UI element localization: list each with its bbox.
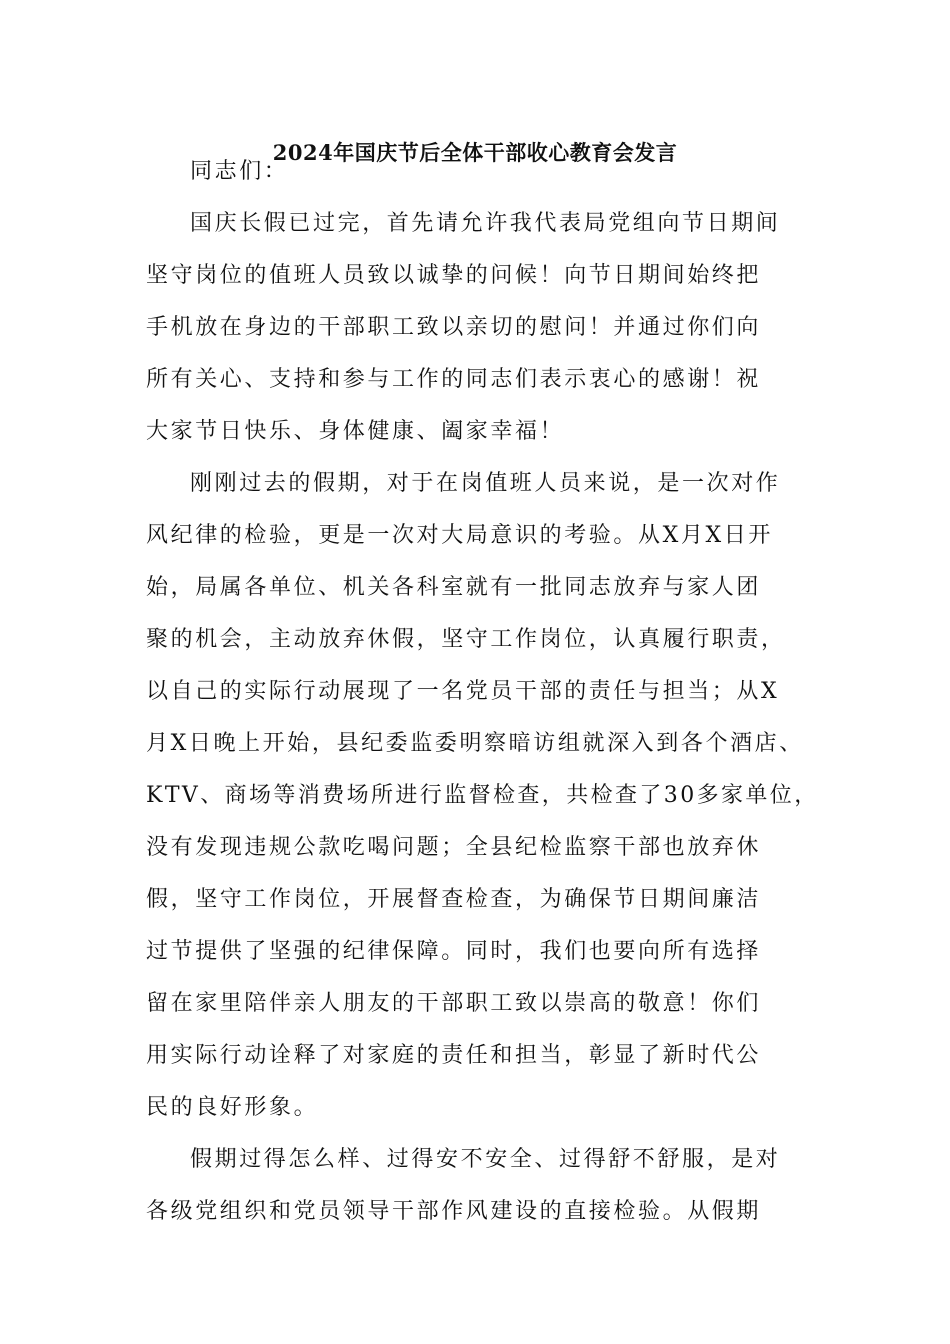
salutation: 同志们： <box>190 159 289 184</box>
body-line: 用实际行动诠释了对家庭的责任和担当，彰显了新时代公 <box>146 1043 762 1068</box>
document-title: 2024年国庆节后全体干部收心教育会发言 <box>272 140 678 165</box>
body-line: 留在家里陪伴亲人朋友的干部职工致以崇高的敬意！你们 <box>146 991 762 1016</box>
body-line: 始，局属各单位、机关各科室就有一批同志放弃与家人团 <box>146 575 762 600</box>
body-line: 假期过得怎么样、过得安不安全、过得舒不舒服，是对 <box>190 1147 781 1172</box>
body-line: 各级党组织和党员领导干部作风建设的直接检验。从假期 <box>146 1199 762 1224</box>
body-line: 民的良好形象。 <box>146 1095 319 1120</box>
body-line: 所有关心、支持和参与工作的同志们表示衷心的感谢！祝 <box>146 367 762 392</box>
body-line: 刚刚过去的假期，对于在岗值班人员来说，是一次对作 <box>190 471 781 496</box>
body-line: 过节提供了坚强的纪律保障。同时，我们也要向所有选择 <box>146 939 762 964</box>
body-line: 风纪律的检验，更是一次对大局意识的考验。从X月X日开 <box>146 523 773 548</box>
body-line: 月X日晚上开始，县纪委监委明察暗访组就深入到各个酒店、 <box>146 731 804 756</box>
body-line: 聚的机会，主动放弃休假，坚守工作岗位，认真履行职责， <box>146 627 786 652</box>
body-line: 坚守岗位的值班人员致以诚挚的问候！向节日期间始终把 <box>146 263 762 288</box>
body-line: 假，坚守工作岗位，开展督查检查，为确保节日期间廉洁 <box>146 887 762 912</box>
body-line: KTV、商场等消费场所进行监督检查，共检查了30多家单位， <box>146 783 819 808</box>
body-line: 国庆长假已过完，首先请允许我代表局党组向节日期间 <box>190 211 781 236</box>
body-line: 以自己的实际行动展现了一名党员干部的责任与担当；从X <box>146 679 780 704</box>
body-line: 没有发现违规公款吃喝问题；全县纪检监察干部也放弃休 <box>146 835 762 860</box>
body-line: 大家节日快乐、身体健康、阖家幸福！ <box>146 419 565 444</box>
body-line: 手机放在身边的干部职工致以亲切的慰问！并通过你们向 <box>146 315 762 340</box>
